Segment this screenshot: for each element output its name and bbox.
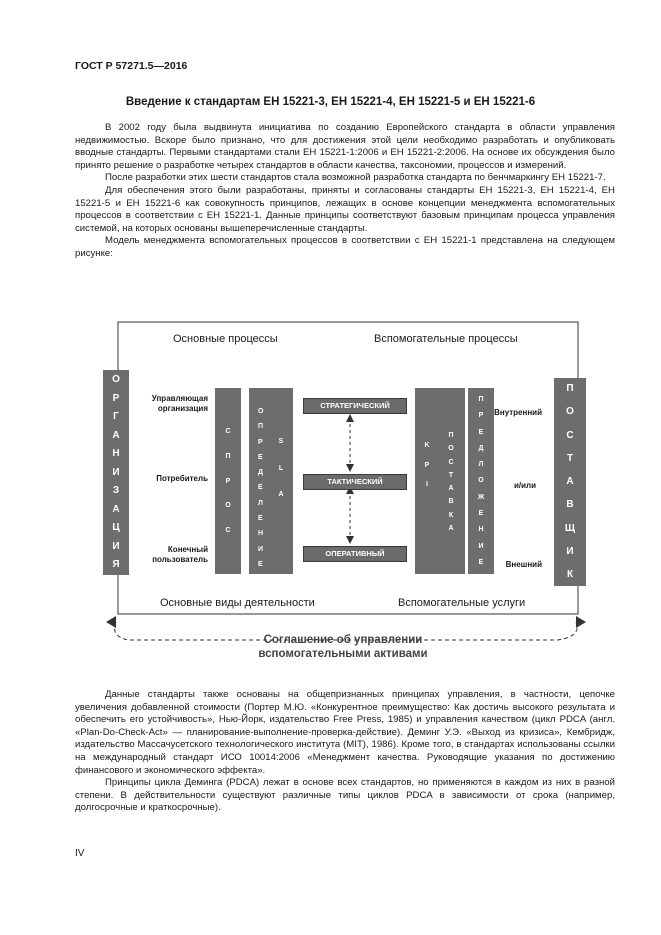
bar-letter: И <box>566 545 574 557</box>
paragraph: Данные стандарты также основаны на общепризнанных принципах управления, в частности, цепочке увеличения добавленной стоимости (Портер М.Ю. «Конкурентное преимущество: Как достичь высокого результата и обеспечить его устойчивость», Нью-Йорк, издательство Free Press, 1985) и управления качеством (цикл PDCA (англ. «Plan-Do-Check-Act» — планирование-выполнение-проверка-действие). Деминг У.Э. «Выход из кризиса», Кембридж, издательство Массачусетского технологического института (MIT), 1986). Кроме того, в стандартах использованы ссылки на международный стандарт ИСО 10014:2006 «Менеджмент качества. Руководящие указания по достижению финансового и экономического эффекта». <box>75 689 615 776</box>
bar-letter: Я <box>112 559 120 570</box>
offer-bar <box>468 388 494 574</box>
bar-letter: Е <box>478 428 484 436</box>
label-consumer: Потребитель <box>156 474 208 483</box>
box-operational: ОПЕРАТИВНЫЙ <box>303 546 407 562</box>
box-tactical: ТАКТИЧЕСКИЙ <box>303 474 407 490</box>
bar-letter: И <box>478 542 484 550</box>
box-strategic: СТРАТЕГИЧЕСКИЙ <box>303 398 407 414</box>
bar-letter: Н <box>258 530 264 538</box>
bar-letter: О <box>225 502 231 510</box>
bar-letter: В <box>448 498 454 506</box>
bar-letter: Т <box>566 452 574 464</box>
bar-letter: С <box>225 428 231 435</box>
bar-letter: Л <box>258 499 263 507</box>
bar-letter: П <box>225 452 231 460</box>
bar-letter: И <box>258 545 264 553</box>
support-services-label: Вспомогательные услуги <box>398 597 526 609</box>
page-number: IV <box>75 848 85 859</box>
bar-letter: А <box>566 476 574 487</box>
demand-bar <box>215 388 241 574</box>
bar-letter: С <box>566 429 574 441</box>
bar-letter: Р <box>112 392 120 404</box>
delivery-letters <box>444 432 458 532</box>
label-external: Внешний <box>505 560 542 569</box>
bar-letter: I <box>426 481 428 488</box>
bar-letter: Е <box>478 510 484 518</box>
bar-letter: Е <box>258 484 263 492</box>
supplier-bar <box>554 378 586 586</box>
bar-letter: Р <box>258 438 263 446</box>
bar-letter: О <box>478 477 484 485</box>
bar-letter: L <box>278 464 284 472</box>
main-processes-label: Основные процессы <box>173 333 278 345</box>
paragraph: После разработки этих шести стандартов стала возможной разработка стандарта по бенчмаркингу ЕН 15221-7. <box>105 172 606 184</box>
bar-letter: Н <box>478 526 484 534</box>
bar-letter: К <box>566 569 574 580</box>
sla-letters <box>274 438 288 498</box>
bar-letter: Щ <box>564 522 576 534</box>
bar-letter: Д <box>258 469 263 477</box>
label-and-or: и/или <box>513 481 536 490</box>
bar-letter: Е <box>258 453 263 461</box>
bar-letter: Ж <box>477 493 485 501</box>
bar-letter: K <box>424 442 430 449</box>
bar-letter: Е <box>258 515 263 523</box>
agreement-line-1: Соглашение об управлении <box>263 634 423 646</box>
bar-letter: A <box>278 491 284 498</box>
document-header: ГОСТ Р 57271.5—2016 <box>75 60 188 72</box>
bar-letter: В <box>566 499 574 511</box>
bar-letter: Е <box>478 558 484 566</box>
bar-letter: Р <box>478 412 484 420</box>
bar-letter: Ц <box>112 522 120 533</box>
bar-letter: И <box>112 466 120 478</box>
bar-letter: Н <box>112 448 120 459</box>
main-activities-label: Основные виды деятельности <box>160 597 315 609</box>
bar-letter: П <box>478 396 484 403</box>
diagram-frame <box>98 318 588 673</box>
bar-letter: А <box>112 429 120 441</box>
label-end-user: Конечный пользователь <box>152 545 208 564</box>
intro-text <box>75 122 615 261</box>
bar-letter: Д <box>478 444 484 452</box>
bar-letter: А <box>112 503 120 515</box>
bar-letter: С <box>448 458 454 466</box>
bar-letter: О <box>112 374 120 385</box>
bar-letter: Г <box>113 411 119 422</box>
agreement-line-2: вспомогательными активами <box>258 648 428 660</box>
label-management-org: Управляющая организация <box>151 394 208 413</box>
bar-letter: Т <box>448 471 454 479</box>
bar-letter: П <box>258 423 264 431</box>
paragraph: Модель менеджмента вспомогательных процессов в соответствии с ЕН 15221-1 представлена на следующем рисунке: <box>75 235 615 259</box>
bar-letter: К <box>448 511 454 519</box>
organization-bar <box>103 370 129 575</box>
paragraph: Принципы цикла Деминга (PDCA) лежат в основе всех стандартов, но применяются в каждом из них в разной степени. В действительности существуют различные типы циклов PDCA в зависимости от срока (например, долгосрочные и краткосрочные). <box>75 777 615 814</box>
bar-letter: S <box>278 438 284 445</box>
kpi-letters <box>421 442 433 488</box>
support-processes-label: Вспомогательные процессы <box>374 333 518 345</box>
bar-letter: Р <box>225 477 231 485</box>
paragraph: Для обеспечения этого были разработаны, приняты и согласованы стандарты ЕН 15221-3, ЕН 15221-4, ЕН 15221-5 и ЕН 15221-6 как совокупность принципов, лежащих в основе концепции менеджмента вспомогательных процессов в соответствии с ЕН 15221-1. Данные принципы соответствуют базовым принципам процесса управления системой, на которых основаны вышеперечисленные стандарты. <box>75 184 615 234</box>
bar-letter: Е <box>258 560 263 568</box>
bar-letter: П <box>448 432 454 439</box>
agreement-label <box>198 633 488 661</box>
label-internal: Внутренний <box>494 408 542 417</box>
bar-letter: И <box>112 540 120 552</box>
bar-letter: П <box>566 383 574 394</box>
outro-text <box>75 689 615 815</box>
section-title: Введение к стандартам ЕН 15221-3, ЕН 15221-4, ЕН 15221-5 и ЕН 15221-6 <box>125 96 536 108</box>
bar-letter: О <box>448 445 454 453</box>
bar-letter: О <box>258 408 264 415</box>
bar-letter: О <box>566 406 574 418</box>
bar-letter: P <box>424 461 430 469</box>
bar-letter: А <box>448 524 454 532</box>
process-model-diagram <box>98 318 588 673</box>
bar-letter: А <box>448 485 454 493</box>
bar-letter: Л <box>478 461 484 469</box>
bar-letter: З <box>112 485 120 496</box>
bar-letter: С <box>225 527 231 534</box>
paragraph: В 2002 году была выдвинута инициатива по созданию Европейского стандарта в области управления недвижимостью. Вскоре было признано, что для достижения этой цели необходимо разработать и опубликовать вводные стандарты. Первыми стандартами стали ЕН 15221-1:2006 и ЕН 15221-2:2006. На основе их обсуждения было принято решение о разработке четырех стандартов в области качества, таксономии, процессов и измерений. <box>75 122 615 171</box>
